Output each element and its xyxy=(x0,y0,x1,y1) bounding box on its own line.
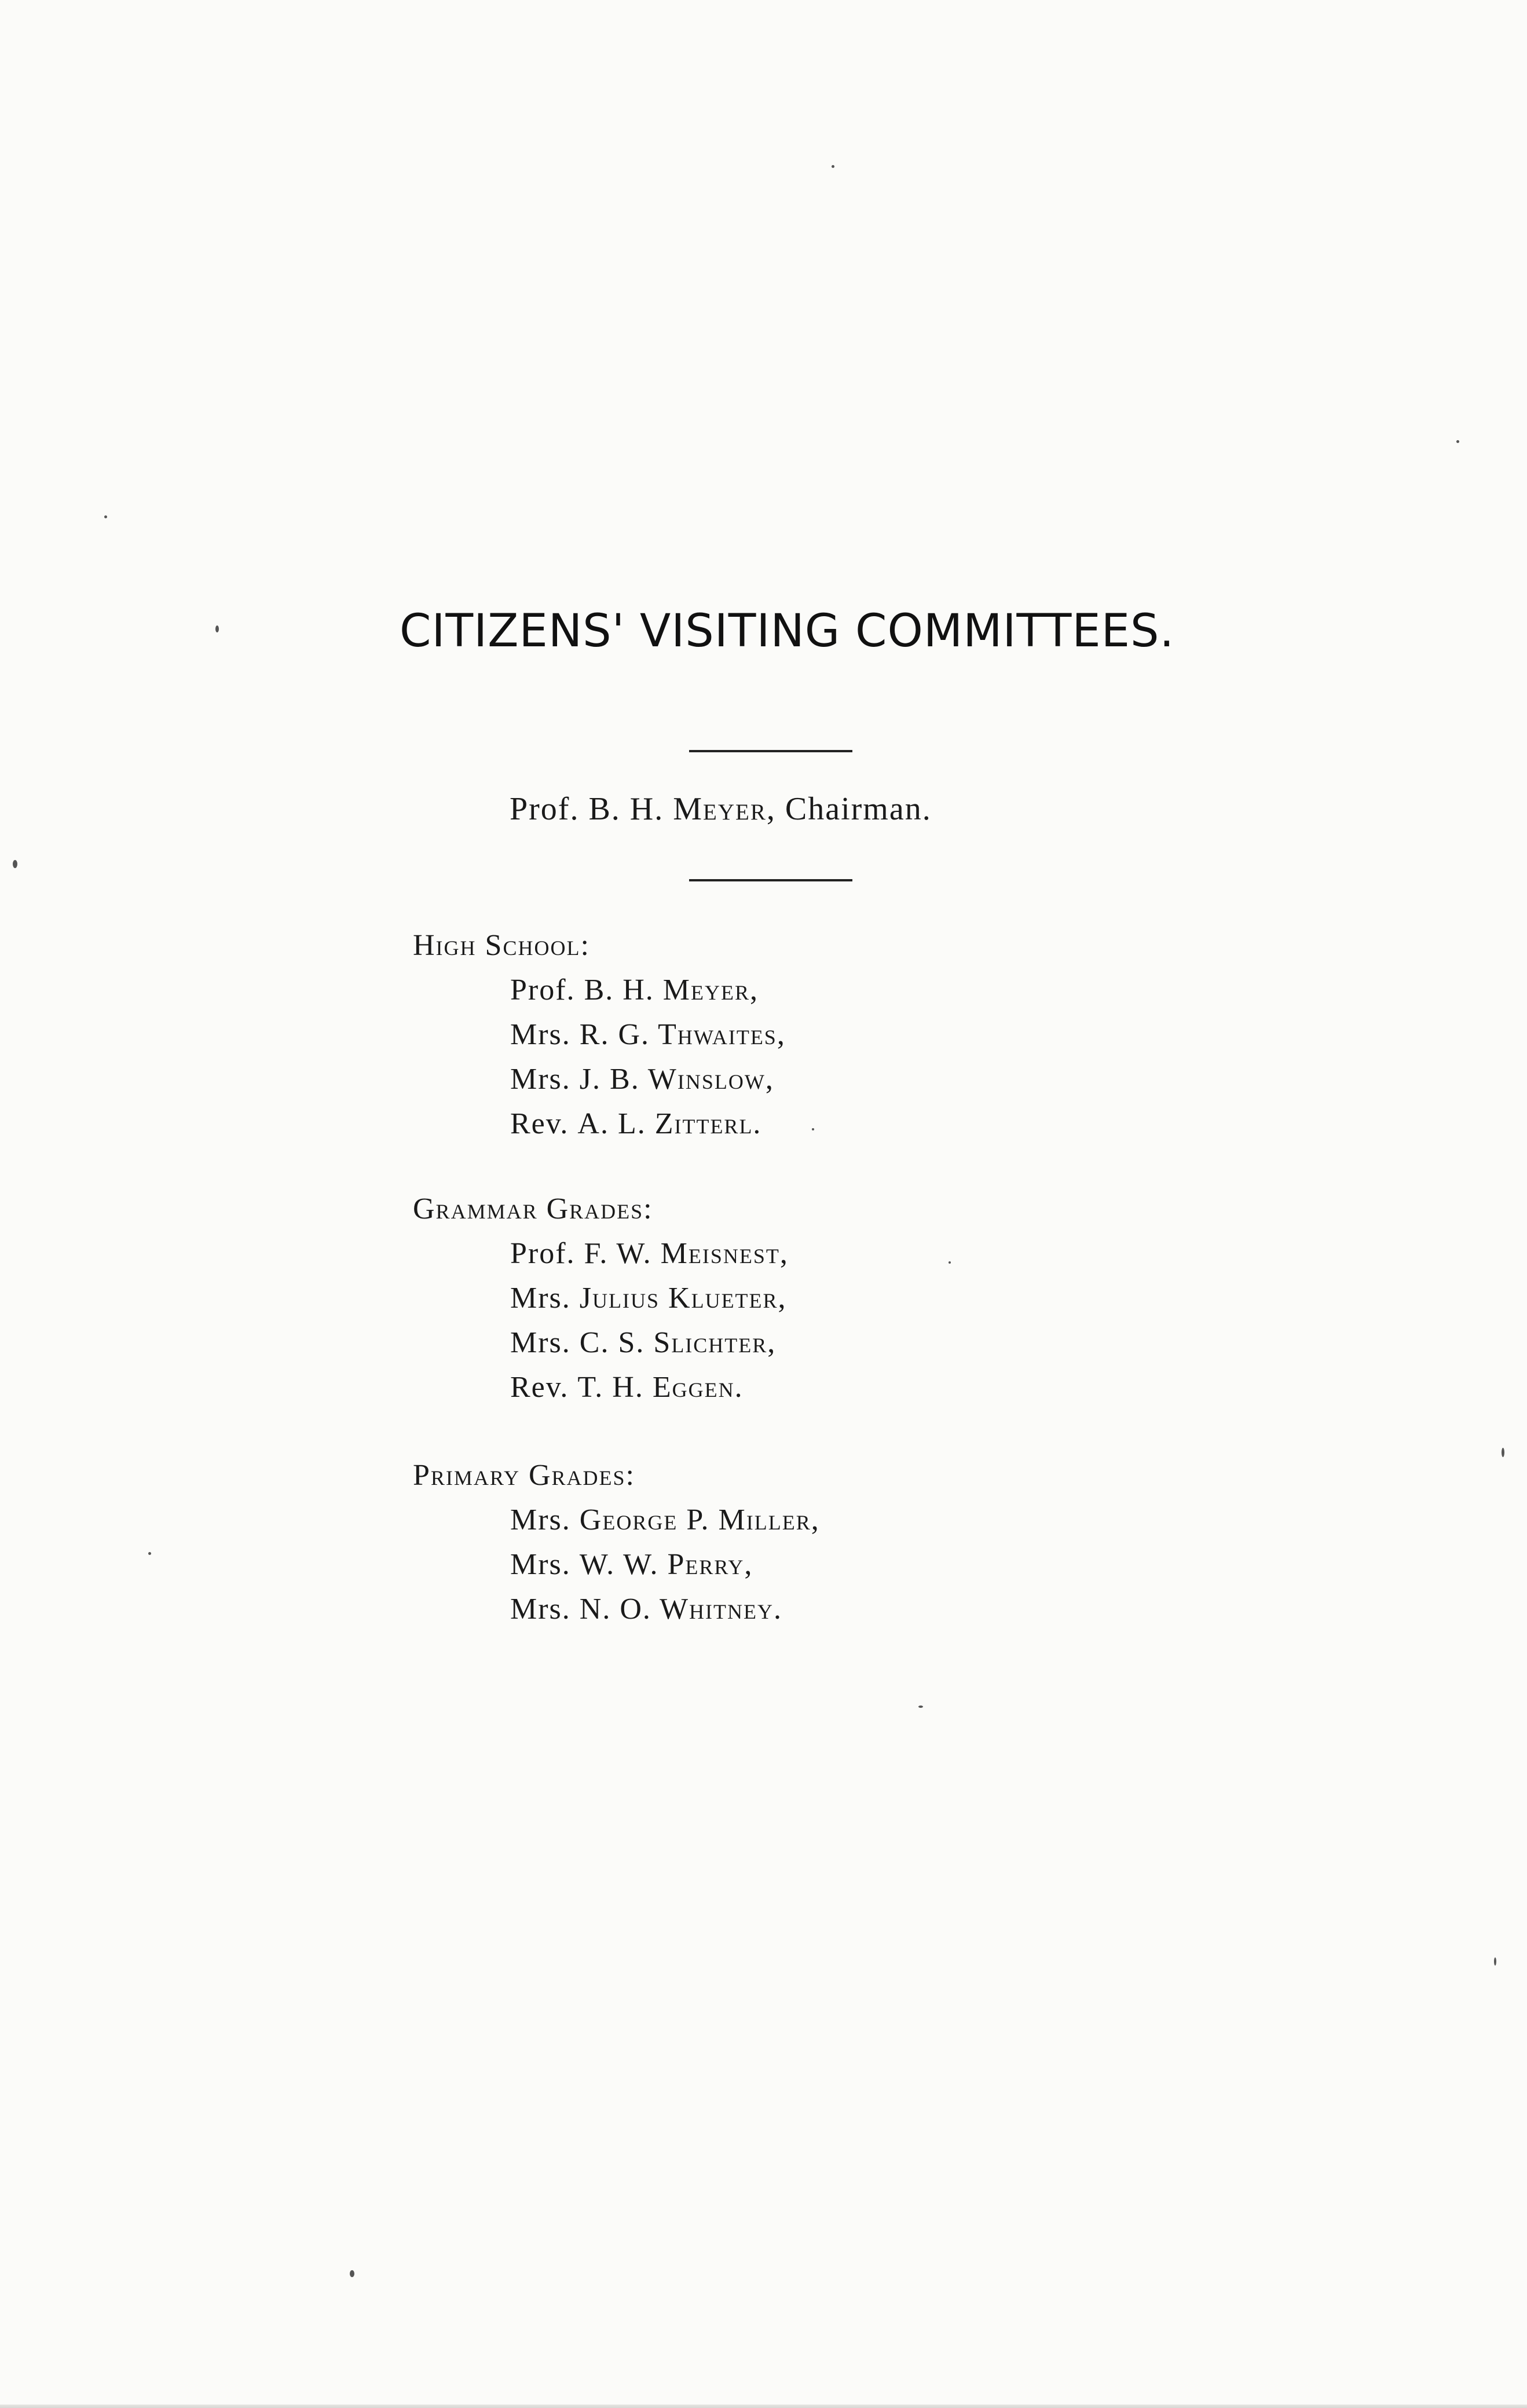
member-title: Prof. xyxy=(510,1237,576,1270)
paper-speck xyxy=(1456,440,1459,443)
paper-speck xyxy=(1502,1448,1504,1457)
member-name: F. W. Meisnest, xyxy=(584,1237,789,1270)
paper-speck xyxy=(832,165,834,168)
committee-section-primary-grades xyxy=(413,1454,820,1631)
paper-speck xyxy=(350,2270,354,2277)
member-entry xyxy=(510,1057,786,1101)
member-title: Mrs. xyxy=(510,1503,571,1536)
divider-rule xyxy=(689,750,852,752)
chairman-initials: B. H. xyxy=(588,791,664,827)
member-title: Mrs. xyxy=(510,1018,571,1051)
page-title: CITIZENS' VISITING COMMITTEES. xyxy=(400,605,1175,657)
chairman-role: Chairman. xyxy=(785,791,932,827)
member-title: Mrs. xyxy=(510,1063,571,1096)
member-entry xyxy=(510,1542,820,1587)
member-title: Mrs. xyxy=(510,1326,571,1359)
page-bottom-edge xyxy=(0,2405,1527,2408)
section-heading: High School: xyxy=(413,929,590,962)
member-name: C. S. Slichter, xyxy=(579,1326,777,1359)
member-name: George P. Miller, xyxy=(579,1503,820,1536)
member-entry xyxy=(510,1320,789,1365)
chairman-line xyxy=(510,791,932,828)
committee-section-grammar-grades xyxy=(413,1187,789,1410)
paper-speck xyxy=(215,625,219,632)
member-name: B. H. Meyer, xyxy=(584,974,759,1007)
member-title: Mrs. xyxy=(510,1282,571,1315)
member-name: A. L. Zitterl. xyxy=(577,1107,762,1140)
member-entry xyxy=(510,1587,820,1631)
member-name: W. W. Perry, xyxy=(579,1548,753,1581)
paper-speck xyxy=(949,1261,951,1264)
member-name: N. O. Whitney. xyxy=(579,1593,783,1626)
member-entry xyxy=(510,1012,786,1057)
member-entry xyxy=(510,1365,789,1410)
member-title: Prof. xyxy=(510,974,576,1007)
member-title: Rev. xyxy=(510,1371,569,1404)
member-entry xyxy=(510,1498,820,1542)
member-title: Mrs. xyxy=(510,1548,571,1581)
paper-speck xyxy=(13,860,17,868)
section-heading: Primary Grades: xyxy=(413,1459,635,1492)
member-title: Mrs. xyxy=(510,1593,571,1626)
member-name: Julius Klueter, xyxy=(579,1282,787,1315)
paper-speck xyxy=(104,515,107,518)
chairman-title: Prof. xyxy=(510,791,580,827)
member-name: J. B. Winslow, xyxy=(579,1063,774,1096)
paper-speck xyxy=(812,1128,814,1130)
member-entry xyxy=(510,1231,789,1276)
member-name: R. G. Thwaites, xyxy=(579,1018,786,1051)
divider-rule xyxy=(689,879,852,881)
member-entry xyxy=(510,1276,789,1320)
member-title: Rev. xyxy=(510,1107,569,1140)
chairman-surname: Meyer, xyxy=(673,791,776,827)
paper-speck xyxy=(148,1552,151,1555)
paper-speck xyxy=(1494,1957,1496,1966)
member-entry xyxy=(510,1101,786,1146)
committee-section-high-school xyxy=(413,924,786,1146)
section-heading: Grammar Grades: xyxy=(413,1192,653,1225)
member-name: T. H. Eggen. xyxy=(577,1371,744,1404)
paper-speck xyxy=(918,1706,923,1708)
member-entry xyxy=(510,968,786,1012)
